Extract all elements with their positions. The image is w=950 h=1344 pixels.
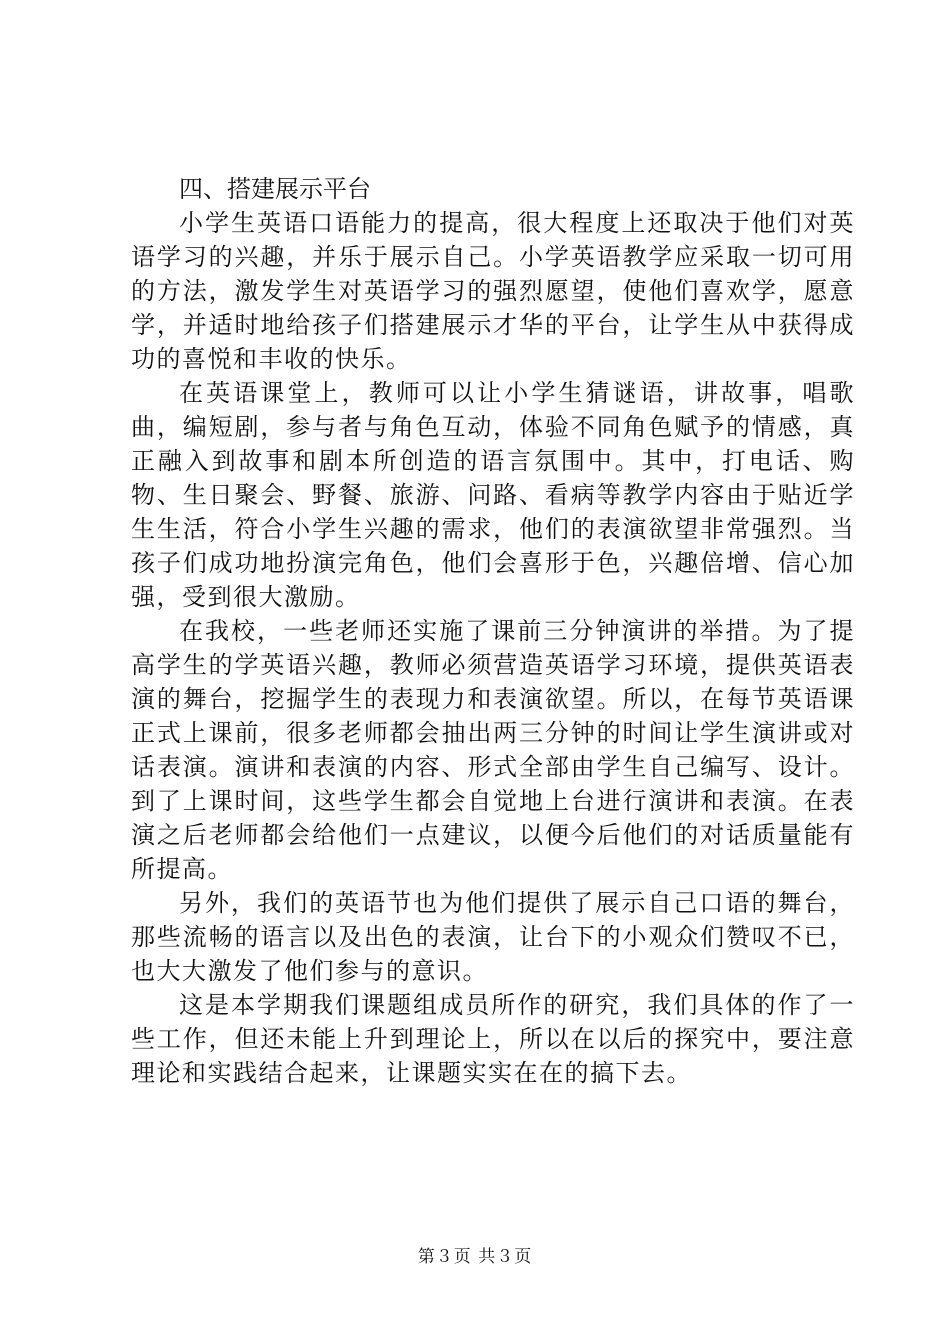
section-heading: 四、搭建展示平台 bbox=[179, 175, 371, 203]
paragraph-4: 另外，我们的英语节也为他们提供了展示自己口语的舞台，那些流畅的语言以及出色的表演，让台下的小观众们赞叹不已，也大大激发了他们参与的意识。 bbox=[131, 889, 855, 985]
paragraph-3: 在我校，一些老师还实施了课前三分钟演讲的举措。为了提高学生的学英语兴趣，教师必须营造英语学习环境，提供英语表演的舞台，挖掘学生的表现力和表演欲望。所以，在每节英语课正式上课前，很多老师都会抽出两三分钟的时间让学生演讲或对话表演。演讲和表演的内容、形式全部由学生自己编写、设计。到了上课时间，这些学生都会自觉地上台进行演讲和表演。在表演之后老师都会给他们一点建议，以便今后他们的对话质量能有所提高。 bbox=[131, 617, 855, 883]
paragraph-5: 这是本学期我们课题组成员所作的研究，我们具体的作了一些工作，但还未能上升到理论上，所以在以后的探究中，要注意理论和实践结合起来，让课题实实在在的搞下去。 bbox=[131, 991, 855, 1087]
page-footer: 第３页 共３页 bbox=[417, 1247, 533, 1267]
document-body bbox=[131, 172, 855, 1090]
paragraph-2: 在英语课堂上，教师可以让小学生猜谜语，讲故事，唱歌曲，编短剧，参与者与角色互动，体验不同角色赋予的情感，真正融入到故事和剧本所创造的语言氛围中。其中，打电话、购物、生日聚会、野餐、旅游、问路、看病等教学内容由于贴近学生生活，符合小学生兴趣的需求，他们的表演欲望非常强烈。当孩子们成功地扮演完角色，他们会喜形于色，兴趣倍增、信心加强，受到很大激励。 bbox=[131, 379, 855, 611]
paragraph-1: 小学生英语口语能力的提高，很大程度上还取决于他们对英语学习的兴趣，并乐于展示自己。小学英语教学应采取一切可用的方法，激发学生对英语学习的强烈愿望，使他们喜欢学，愿意学，并适时地给孩子们搭建展示才华的平台，让学生从中获得成功的喜悦和丰收的快乐。 bbox=[131, 209, 855, 373]
